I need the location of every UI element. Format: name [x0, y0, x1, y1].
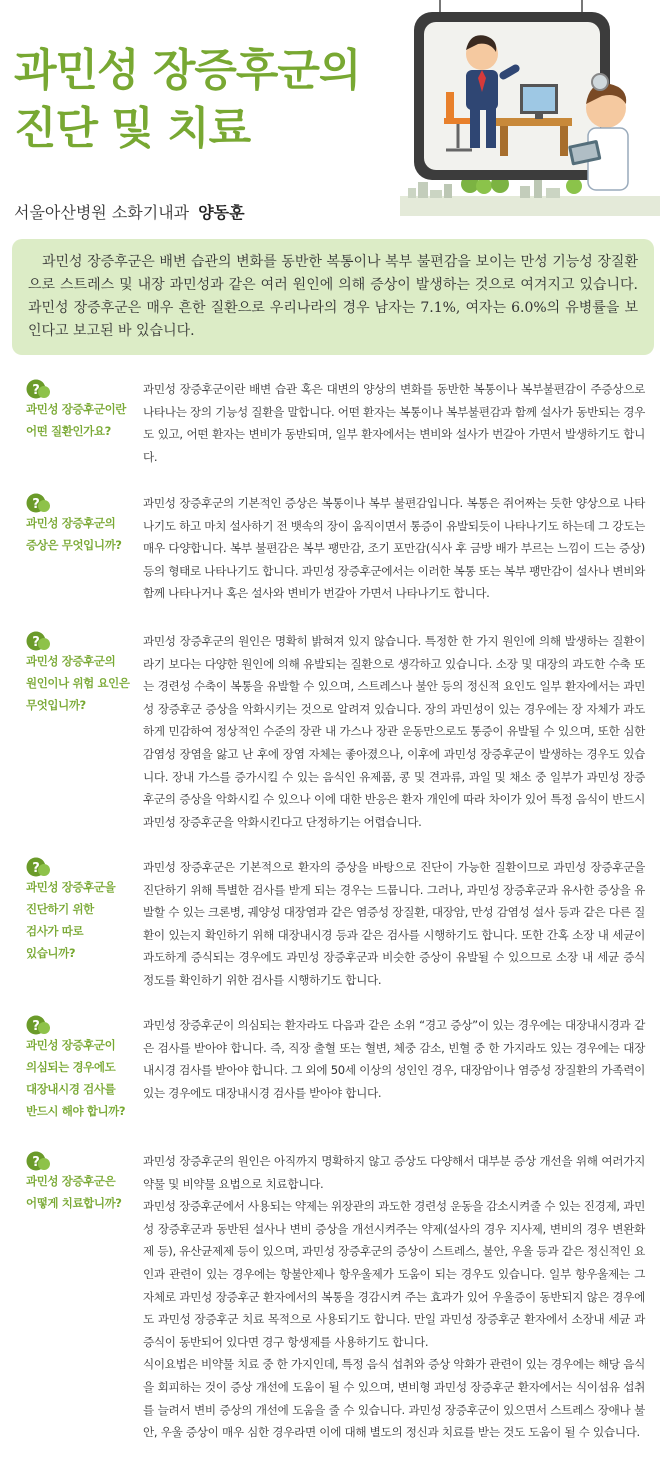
svg-text:?: ?: [32, 497, 40, 512]
question-mark-icon: [26, 378, 50, 400]
question-label: 과민성 장증후군이란 어떤 질환인가요?: [26, 402, 126, 438]
svg-text:?: ?: [32, 1019, 40, 1034]
author-name: 양동훈: [198, 203, 245, 222]
doctor-patient-illustration: [400, 0, 660, 216]
question-label: 과민성 장증후군은 어떻게 치료합니까?: [26, 1174, 122, 1210]
answer-text: 과민성 장증후군이란 배변 습관 혹은 대변의 양상의 변화를 동반한 복통이나 복부불편감이 주증상으로 나타나는 장의 기능성 질환을 말합니다. 어떤 환자는 복통이나 복부불편감과 함께 설사가 동반되는 경우도 있고, 어떤 환자는 변비가 동반되며, 일부 환자에서는 변비와 설사가 번갈아 가면서 발생하기도 합니다.: [143, 382, 645, 464]
question-mark-icon: [26, 1150, 50, 1172]
question-mark-icon: [26, 856, 50, 878]
title-line-1: 과민성 장증후군의: [14, 45, 361, 96]
answer-text: 과민성 장증후군의 원인은 아직까지 명확하지 않고 증상도 다양해서 대부분 증상 개선을 위해 여러가지 약물 및 비약물 요법으로 치료합니다. 과민성 장증후군에서 사용되는 약제는 위장관의 과도한 경련성 운동을 감소시켜줄 수 있는 진경제, 과민성 장증후군과 동반된 설사나 변비 증상을 개선시켜주는 약제(설사의 경우 지사제, 변비의 경우 변완화제 등), 유산균제제 등이 있으며, 과민성 장증후군의 증상이 스트레스, 불안, 우울 등과 같은 정신적인 요인과 관련이 있는 경우에는 항불안제나 항우울제가 도움이 되는 경우도 있습니다. 일부 항우울제는 그 자체로 과민성 장증후군 환자에서의 복통을 경감시켜 주는 효과가 있어 우울증이 동반되지 않은 경우에도 과민성 장증후군 치료 목적으로 사용되기도 합니다. 만일 과민성 장증후군 환자에서 소장내 세균 과증식이 동반되어 있다면 경구 항생제를 사용하기도 합니다. 식이요법은 비약물 치료 중 한 가지인데, 특정 음식 섭취와 증상 악화가 관련이 있는 경우에는 해당 음식을 회피하는 것이 증상 개선에 도움이 될 수 있으며, 변비형 과민성 장증후군 환자에서는 식이섬유 섭취를 늘려서 변비 증상의 개선에 도움을 줄 수 있습니다. 과민성 장증후군이 있으면서 스트레스 장애나 불안, 우울 증상이 매우 심한 경우라면 이에 대해 별도의 정신과 치료를 받는 것도 도움이 될 수 있습니다.: [143, 1154, 645, 1440]
svg-text:?: ?: [32, 635, 40, 650]
answer-text: 과민성 장증후군이 의심되는 환자라도 다음과 같은 소위 “경고 증상”이 있는 경우에는 대장내시경과 같은 검사를 받아야 합니다. 즉, 직장 출혈 또는 혈변, 체중 감소, 빈혈 중 한 가지라도 있는 경우에는 대장내시경 검사를 받아야 합니다. 그 외에 50세 이상의 성인인 경우, 대장암이나 염증성 장질환의 가족력이 있는 경우에도 대장내시경 검사를 받아야 합니다.: [143, 1018, 645, 1100]
intro-box: [12, 239, 654, 355]
question-label: 과민성 장증후군의 증상은 무엇입니까?: [26, 516, 122, 552]
question-label: 과민성 장증후군을 진단하기 위한 검사가 따로 있습니까?: [26, 880, 116, 960]
svg-text:?: ?: [32, 383, 40, 398]
svg-text:?: ?: [32, 1155, 40, 1170]
answer-text: 과민성 장증후군은 기본적으로 환자의 증상을 바탕으로 진단이 가능한 질환이므로 과민성 장증후군을 진단하기 위해 특별한 검사를 받게 되는 경우는 드뭅니다. 그러나, 과민성 장증후군과 유사한 증상을 유발할 수 있는 크론병, 궤양성 대장염과 같은 염증성 장질환, 대장암, 만성 감염성 설사 등과 같은 다른 질환이 있는지 확인하기 위해 대장내시경 등과 같은 검사를 시행하기도 합니다. 또한 간혹 소장 내 세균이 과도하게 증식되는 경우에도 과민성 장증후군과 비슷한 증상이 유발될 수 있으므로 소장 내 세균 증식 정도를 확인하기 위한 검사를 시행하기도 합니다.: [143, 860, 645, 987]
intro-text: 과민성 장증후군은 배변 습관의 변화를 동반한 복통이나 복부 불편감을 보이는 만성 기능성 장질환으로 스트레스 및 내장 과민성과 같은 여러 원인에 의해 증상이 발생하는 것으로 여겨지고 있습니다. 과민성 장증후군은 매우 흔한 질환으로 우리나라의 경우 남자는 7.1%, 여자는 6.0%의 유병률을 보인다고 보고된 바 있습니다.: [28, 254, 638, 339]
svg-text:?: ?: [32, 861, 40, 876]
title-line-2: 진단 및 치료: [14, 103, 251, 154]
question-label: 과민성 장증후군이 의심되는 경우에도 대장내시경 검사를 반드시 해야 합니까?: [26, 1038, 126, 1118]
answer-text: 과민성 장증후군의 원인은 명확히 밝혀져 있지 않습니다. 특정한 한 가지 원인에 의해 발생하는 질환이라기 보다는 다양한 원인에 의해 유발되는 질환으로 생각하고 있습니다. 소장 및 대장의 과도한 수축 또는 경련성 수축이 복통을 유발할 수 있으며, 스트레스나 불안 등의 정신적 요인도 일부 환자에서는 과민성 장증후군 증상을 악화시키는 것으로 알려져 있습니다. 장의 과민성이 있는 경우에는 장 자체가 과도하게 민감하여 정상적인 수준의 장관 내 가스나 장관 운동만으로도 통증이 유발될 수 있으며, 또한 심한 감염성 장염을 앓고 난 후에 장염 자체는 좋아졌으나, 이후에 과민성 장증후군이 발생하는 경우도 있습니다. 장내 가스를 증가시킬 수 있는 음식인 유제품, 콩 및 견과류, 과일 및 채소 중 일부가 과민성 장증후군의 증상을 악화시킬 수 있으나 이에 대한 반응은 환자 개인에 따라 차이가 있어 특정 음식이 반드시 과민성 장증후군을 악화시킨다고 단정하기는 어렵습니다.: [143, 634, 645, 829]
question-label: 과민성 장증후군의 원인이나 위험 요인은 무엇입니까?: [26, 654, 130, 712]
answer-text: 과민성 장증후군의 기본적인 증상은 복통이나 복부 불편감입니다. 복통은 쥐어짜는 듯한 양상으로 나타나기도 하고 마치 설사하기 전 뱃속의 장이 움직이면서 통증이 유발되듯이 나타나기도 하는데 그 강도는 매우 다양합니다. 복부 불편감은 복부 팽만감, 조기 포만감(식사 후 금방 배가 부르는 느낌이 드는 증상) 등의 형태로 나타나기도 합니다. 과민성 장증후군에서는 이러한 복통 또는 복부 팽만감이 설사나 변비와 함께 나타나거나 혹은 설사와 변비가 번갈아 가면서 나타나기도 합니다.: [143, 496, 645, 601]
author-affiliation: 서울아산병원 소화기내과: [14, 203, 190, 222]
question-mark-icon: [26, 492, 50, 514]
question-mark-icon: [26, 1014, 50, 1036]
page-title: [14, 42, 414, 158]
author-line: [14, 200, 245, 223]
question-mark-icon: [26, 630, 50, 652]
